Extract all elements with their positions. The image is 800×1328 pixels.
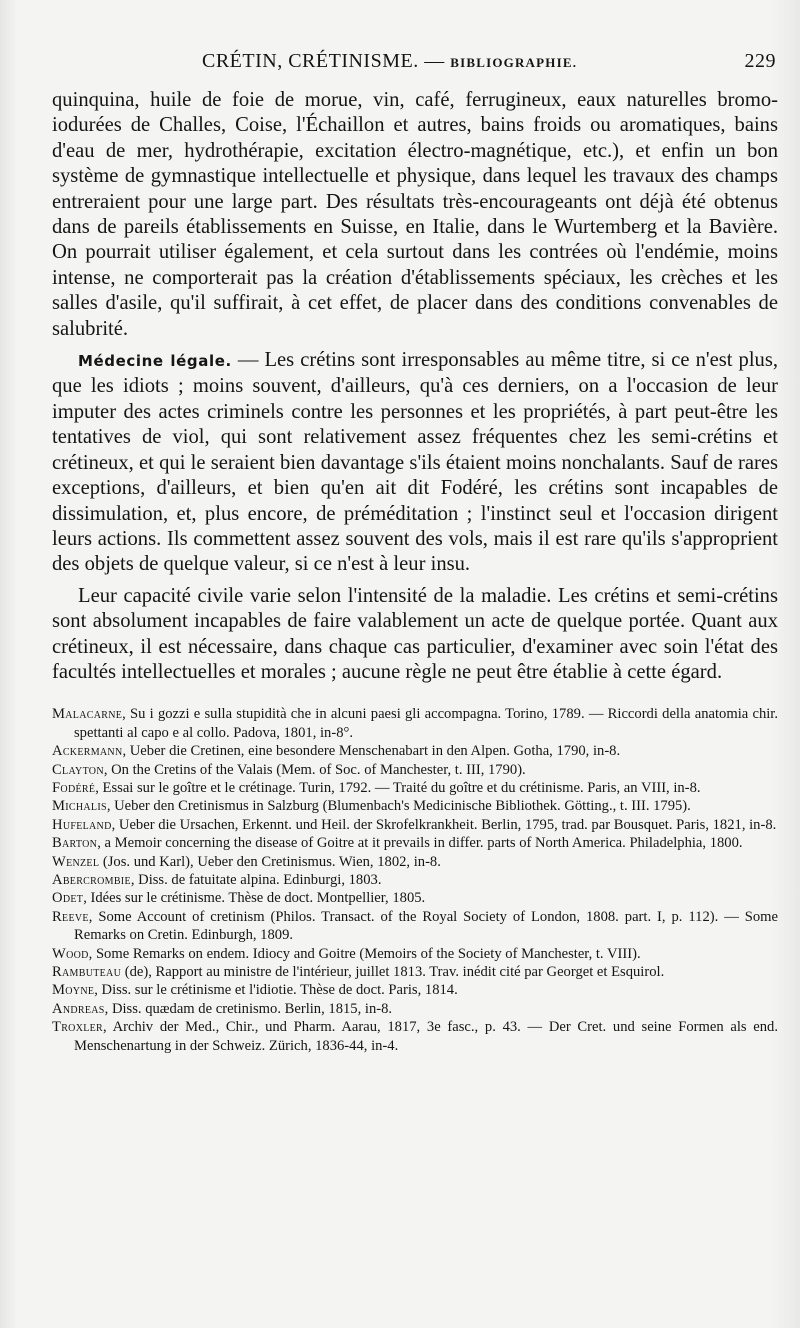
bibliography-author: Reeve [52,908,89,925]
bibliography-entry [52,1000,778,1018]
running-head [52,48,778,88]
bibliography-list [52,705,778,1055]
bibliography-entry [52,945,778,963]
bibliography-text: , On the Cretins of the Valais (Mem. of Soc. of Manchester, t. III, 1790). [103,761,526,778]
bibliography-author: Andreas [52,1000,105,1017]
running-title-main: CRÉTIN, CRÉTINISME. — [202,50,451,72]
bibliography-entry [52,981,778,999]
paragraph-legal-medicine [52,348,778,578]
bibliography-text: , Ueber die Cretinen, eine besondere Menschenabart in den Alpen. Gotha, 1790, in-8. [122,743,621,760]
bibliography-entry [52,871,778,889]
bibliography-text: , Archiv der Med., Chir., und Pharm. Aarau, 1817, 3e fasc., p. 43. — Der Cret. und seine Formen als end. Menschenartung in der Schweiz. Zürich, 1836-44, in-4. [74,1019,778,1054]
bibliography-entry [52,779,778,797]
bibliography-entry [52,797,778,815]
bibliography-author: Malacarne [52,706,123,723]
bibliography-author: Wood [52,945,89,962]
bibliography-text: , Some Account of cretinism (Philos. Transact. of the Royal Society of London, 1808. part. I, p. 112). — Some Remarks on Cretin. Edinburgh, 1809. [74,908,778,944]
bibliography-text: , a Memoir concerning the disease of Goitre at it prevails in differ. parts of North America. Philadelphia, 1800. [97,835,743,852]
section-heading-legal-medicine: Médecine légale. [78,352,232,371]
main-text [52,88,778,685]
bibliography-entry [52,742,778,760]
bibliography-entry [52,908,778,945]
bibliography-author: Fodéré [52,779,96,796]
bibliography-text: , Ueber die Ursachen, Erkennt. und Heil. der Skrofelkrankheit. Berlin, 1795, trad. par Bousquet. Paris, 1821, in-8. [111,816,777,833]
bibliography-author: Wenzel [52,853,100,870]
bibliography-author: Clayton [52,761,104,778]
bibliography-entry [52,963,778,981]
bibliography-author: Moyne [52,982,95,999]
bibliography-author: Odet [52,890,84,907]
bibliography-entry [52,853,778,871]
bibliography-author: Michalis [52,798,107,815]
running-title-section: BIBLIOGRAPHIE. [450,55,578,70]
bibliography-text: , Diss. sur le crétinisme et l'idiotie. Thèse de doct. Paris, 1814. [94,982,458,999]
bibliography-text: , Su i gozzi e sulla stupidità che in alcuni paesi gli accompagna. Torino, 1789. — Riccordi della anatomia chir. spettanti al capo e al collo. Padova, 1801, in-8°. [74,706,778,741]
bibliography-author: Barton [52,835,98,852]
bibliography-entry [52,705,778,742]
bibliography-author: Hufeland [52,816,112,833]
bibliography-author: Rambuteau [52,964,122,981]
bibliography-text: (Jos. und Karl), Ueber den Cretinismus. Wien, 1802, in-8. [99,853,441,870]
bibliography-text: , Diss. quædam de cretinismo. Berlin, 1815, in-8. [104,1000,393,1017]
bibliography-text: , Essai sur le goître et le crétinage. Turin, 1792. — Traité du goître et du crétinisme. Paris, an VIII, in-8. [95,779,701,796]
bibliography-text: , Some Remarks on endem. Idiocy and Goitre (Memoirs of the Society of Manchester, t. VIII). [88,945,641,962]
bibliography-author: Ackermann [52,743,123,760]
bibliography-entry [52,761,778,779]
paragraph-civil-capacity: Leur capacité civile varie selon l'intensité de la maladie. Les crétins et semi-crétins sont absolument incapables de faire valablement un acte de quelque portée. Quant aux crétineux, il est nécessaire, dans chaque cas particulier, d'examiner avec soin l'état des facultés intellectuelles et morales ; aucune règle ne peut être établie à cette égard. [52,584,778,683]
bibliography-text: (de), Rapport au ministre de l'intérieur, juillet 1813. Trav. inédit cité par Georget et Esquirol. [121,964,665,981]
bibliography-entry [52,816,778,834]
bibliography-entry [52,834,778,852]
paragraph-legal-medicine-text: — Les crétins sont irresponsables au même titre, si ce n'est plus, que les idiots ; moins souvent, d'ailleurs, qu'à ces derniers, on a l'occasion de leur imputer des actes criminels contre les personnes et les propriétés, à part peut-être les tentatives de viol, qui sont relativement assez fréquentes chez les semi-crétins et crétineux, et qui le seraient bien davantage s'ils étaient moins nonchalants. Sauf de rares exceptions, d'ailleurs, et bien qu'en ait dit Fodéré, les crétins sont incapables de dissimulation, et, plus encore, de préméditation ; l'instinct seul et l'occasion dirigent leurs actions. Ils commettent assez souvent des vols, mais il est rare qu'ils s'approprient des objets de quelque valeur, si ce n'est à leur insu. [52,349,779,576]
bibliography-entry [52,889,778,907]
bibliography-entry [52,1018,778,1055]
running-title [202,50,577,73]
bibliography-text: , Diss. de fatuitate alpina. Edinburgi, 1803. [130,872,382,888]
bibliography-author: Troxler [52,1019,104,1036]
bibliography-text: , Ueber den Cretinismus in Salzburg (Blumenbach's Medicinische Bibliothek. Götting., t. III. 1795). [106,798,691,815]
paragraph-treatment: quinquina, huile de foie de morue, vin, café, ferrugineux, eaux naturelles bromo-iodurées de Challes, Coise, l'Échaillon et autres, bains froids ou aromatiques, bains d'eau de mer, hydrothérapie, excitation électro-magnétique, etc.), et enfin un bon système de gymnastique intellectuelle et physique, dans lequel les travaux des champs entreraient pour une large part. Des résultats très-encourageants ont déjà été obtenus dans de pareils établissements en Suisse, en Italie, dans le Wurtemberg et la Bavière. On pourrait utiliser également, et cela surtout dans les contrées où l'endémie, moins intense, ne comporterait pas la création d'établissements spéciaux, les crèches et les salles d'asile, qu'il suffirait, à cet effet, de placer dans des conditions convenables de salubrité. [52,89,778,340]
bibliography-author: Abercrombie [52,872,131,888]
page-number: 229 [744,50,776,72]
bibliography-text: , Idées sur le crétinisme. Thèse de doct. Montpellier, 1805. [83,890,426,907]
